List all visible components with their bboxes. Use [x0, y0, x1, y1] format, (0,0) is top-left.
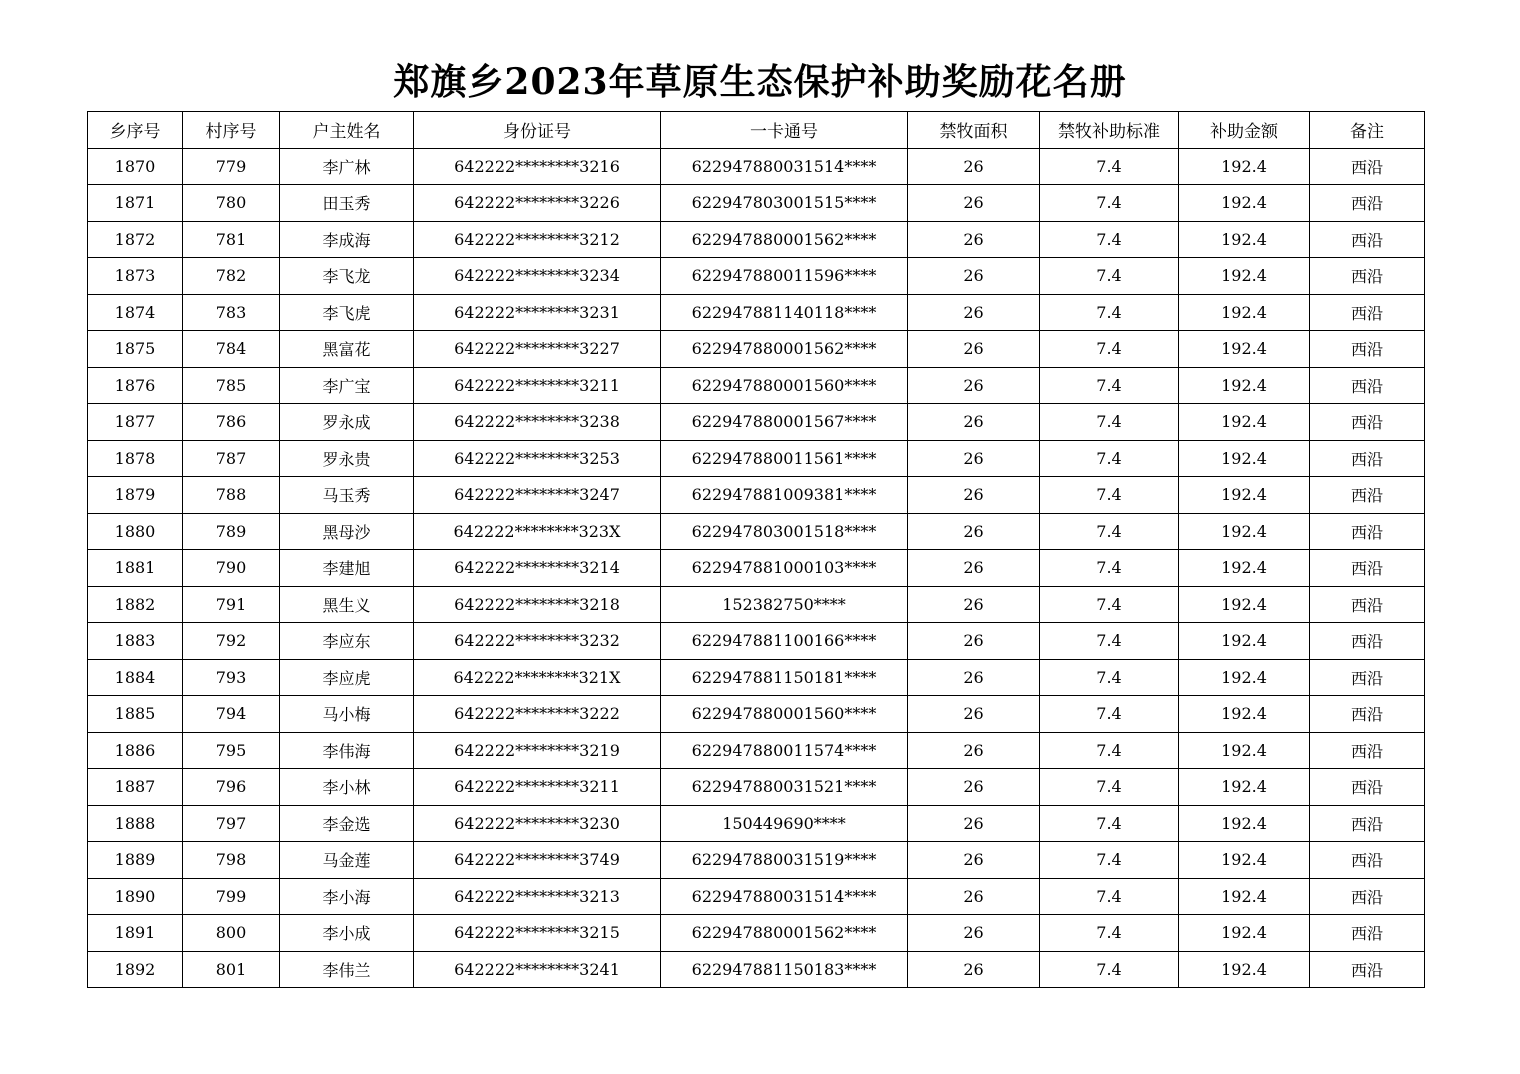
table-row — [88, 550, 1425, 587]
cell-village-no: 782 — [183, 258, 280, 295]
cell-area: 26 — [908, 586, 1040, 623]
table-row — [88, 294, 1425, 331]
cell-householder: 田玉秀 — [280, 185, 414, 222]
cell-standard: 7.4 — [1040, 805, 1179, 842]
cell-householder: 黑富花 — [280, 331, 414, 368]
cell-village-no: 798 — [183, 842, 280, 879]
table-row — [88, 185, 1425, 222]
col-header-householder: 户主姓名 — [280, 112, 414, 149]
cell-amount: 192.4 — [1179, 951, 1310, 988]
cell-householder: 李伟海 — [280, 732, 414, 769]
cell-amount: 192.4 — [1179, 732, 1310, 769]
cell-standard: 7.4 — [1040, 951, 1179, 988]
cell-card-number: 622947880011561**** — [661, 440, 908, 477]
cell-remark: 西沿 — [1310, 440, 1425, 477]
cell-village-no: 795 — [183, 732, 280, 769]
cell-amount: 192.4 — [1179, 404, 1310, 441]
cell-township-no: 1891 — [88, 915, 183, 952]
cell-id-number: 642222********3219 — [414, 732, 661, 769]
table-row — [88, 258, 1425, 295]
cell-standard: 7.4 — [1040, 294, 1179, 331]
table-row — [88, 805, 1425, 842]
cell-remark: 西沿 — [1310, 294, 1425, 331]
cell-area: 26 — [908, 440, 1040, 477]
cell-householder: 李小林 — [280, 769, 414, 806]
cell-village-no: 793 — [183, 659, 280, 696]
cell-amount: 192.4 — [1179, 440, 1310, 477]
cell-standard: 7.4 — [1040, 659, 1179, 696]
cell-id-number: 642222********3241 — [414, 951, 661, 988]
cell-village-no: 791 — [183, 586, 280, 623]
table-row — [88, 696, 1425, 733]
cell-id-number: 642222********3247 — [414, 477, 661, 514]
cell-area: 26 — [908, 769, 1040, 806]
cell-standard: 7.4 — [1040, 477, 1179, 514]
cell-householder: 李伟兰 — [280, 951, 414, 988]
cell-area: 26 — [908, 878, 1040, 915]
cell-township-no: 1890 — [88, 878, 183, 915]
cell-area: 26 — [908, 732, 1040, 769]
cell-amount: 192.4 — [1179, 769, 1310, 806]
cell-area: 26 — [908, 185, 1040, 222]
cell-householder: 李小海 — [280, 878, 414, 915]
cell-amount: 192.4 — [1179, 294, 1310, 331]
cell-area: 26 — [908, 367, 1040, 404]
cell-amount: 192.4 — [1179, 513, 1310, 550]
table-row — [88, 586, 1425, 623]
cell-amount: 192.4 — [1179, 878, 1310, 915]
cell-standard: 7.4 — [1040, 878, 1179, 915]
cell-standard: 7.4 — [1040, 331, 1179, 368]
cell-remark: 西沿 — [1310, 586, 1425, 623]
cell-card-number: 622947881000103**** — [661, 550, 908, 587]
roster-table — [87, 111, 1425, 988]
col-header-area: 禁牧面积 — [908, 112, 1040, 149]
cell-standard: 7.4 — [1040, 586, 1179, 623]
cell-card-number: 622947880011596**** — [661, 258, 908, 295]
col-header-amount: 补助金额 — [1179, 112, 1310, 149]
cell-township-no: 1882 — [88, 586, 183, 623]
cell-card-number: 622947881150181**** — [661, 659, 908, 696]
table-row — [88, 951, 1425, 988]
cell-village-no: 784 — [183, 331, 280, 368]
table-row — [88, 842, 1425, 879]
cell-id-number: 642222********3214 — [414, 550, 661, 587]
cell-householder: 李应东 — [280, 623, 414, 660]
cell-area: 26 — [908, 550, 1040, 587]
cell-area: 26 — [908, 258, 1040, 295]
cell-id-number: 642222********3212 — [414, 221, 661, 258]
cell-amount: 192.4 — [1179, 696, 1310, 733]
cell-village-no: 799 — [183, 878, 280, 915]
cell-card-number: 622947880031519**** — [661, 842, 908, 879]
cell-id-number: 642222********3749 — [414, 842, 661, 879]
cell-area: 26 — [908, 842, 1040, 879]
cell-township-no: 1881 — [88, 550, 183, 587]
cell-id-number: 642222********3227 — [414, 331, 661, 368]
table-row — [88, 331, 1425, 368]
cell-area: 26 — [908, 915, 1040, 952]
table-row — [88, 440, 1425, 477]
cell-village-no: 794 — [183, 696, 280, 733]
cell-amount: 192.4 — [1179, 659, 1310, 696]
cell-township-no: 1870 — [88, 148, 183, 185]
cell-village-no: 780 — [183, 185, 280, 222]
cell-standard: 7.4 — [1040, 915, 1179, 952]
cell-village-no: 789 — [183, 513, 280, 550]
cell-township-no: 1884 — [88, 659, 183, 696]
cell-householder: 罗永成 — [280, 404, 414, 441]
cell-remark: 西沿 — [1310, 951, 1425, 988]
cell-id-number: 642222********3234 — [414, 258, 661, 295]
cell-id-number: 642222********3232 — [414, 623, 661, 660]
cell-area: 26 — [908, 477, 1040, 514]
cell-amount: 192.4 — [1179, 842, 1310, 879]
cell-area: 26 — [908, 623, 1040, 660]
cell-township-no: 1889 — [88, 842, 183, 879]
table-row — [88, 659, 1425, 696]
cell-remark: 西沿 — [1310, 878, 1425, 915]
cell-remark: 西沿 — [1310, 404, 1425, 441]
cell-id-number: 642222********3253 — [414, 440, 661, 477]
col-header-village-no: 村序号 — [183, 112, 280, 149]
cell-remark: 西沿 — [1310, 696, 1425, 733]
cell-id-number: 642222********3216 — [414, 148, 661, 185]
cell-id-number: 642222********3215 — [414, 915, 661, 952]
cell-remark: 西沿 — [1310, 477, 1425, 514]
cell-standard: 7.4 — [1040, 221, 1179, 258]
cell-area: 26 — [908, 294, 1040, 331]
cell-card-number: 622947880001562**** — [661, 331, 908, 368]
cell-card-number: 622947880031521**** — [661, 769, 908, 806]
cell-householder: 李飞虎 — [280, 294, 414, 331]
cell-village-no: 797 — [183, 805, 280, 842]
cell-remark: 西沿 — [1310, 185, 1425, 222]
cell-area: 26 — [908, 221, 1040, 258]
cell-card-number: 622947880001567**** — [661, 404, 908, 441]
cell-township-no: 1872 — [88, 221, 183, 258]
cell-card-number: 622947880001560**** — [661, 696, 908, 733]
cell-card-number: 622947880001562**** — [661, 221, 908, 258]
table-row — [88, 513, 1425, 550]
cell-remark: 西沿 — [1310, 513, 1425, 550]
cell-township-no: 1878 — [88, 440, 183, 477]
cell-area: 26 — [908, 659, 1040, 696]
cell-amount: 192.4 — [1179, 331, 1310, 368]
cell-remark: 西沿 — [1310, 769, 1425, 806]
cell-village-no: 801 — [183, 951, 280, 988]
cell-township-no: 1887 — [88, 769, 183, 806]
cell-card-number: 622947881009381**** — [661, 477, 908, 514]
cell-standard: 7.4 — [1040, 440, 1179, 477]
cell-area: 26 — [908, 404, 1040, 441]
cell-householder: 李建旭 — [280, 550, 414, 587]
cell-standard: 7.4 — [1040, 404, 1179, 441]
cell-id-number: 642222********3213 — [414, 878, 661, 915]
cell-card-number: 152382750**** — [661, 586, 908, 623]
cell-remark: 西沿 — [1310, 148, 1425, 185]
cell-id-number: 642222********3231 — [414, 294, 661, 331]
table-row — [88, 367, 1425, 404]
cell-township-no: 1877 — [88, 404, 183, 441]
cell-amount: 192.4 — [1179, 805, 1310, 842]
cell-area: 26 — [908, 805, 1040, 842]
cell-amount: 192.4 — [1179, 586, 1310, 623]
cell-id-number: 642222********321X — [414, 659, 661, 696]
col-header-remark: 备注 — [1310, 112, 1425, 149]
cell-householder: 李金选 — [280, 805, 414, 842]
cell-amount: 192.4 — [1179, 550, 1310, 587]
cell-area: 26 — [908, 148, 1040, 185]
cell-area: 26 — [908, 513, 1040, 550]
cell-remark: 西沿 — [1310, 915, 1425, 952]
cell-standard: 7.4 — [1040, 732, 1179, 769]
cell-standard: 7.4 — [1040, 550, 1179, 587]
table-row — [88, 477, 1425, 514]
table-row — [88, 404, 1425, 441]
table-row — [88, 221, 1425, 258]
cell-remark: 西沿 — [1310, 623, 1425, 660]
cell-householder: 李广宝 — [280, 367, 414, 404]
cell-id-number: 642222********3230 — [414, 805, 661, 842]
cell-card-number: 622947881140118**** — [661, 294, 908, 331]
cell-township-no: 1876 — [88, 367, 183, 404]
cell-householder: 马玉秀 — [280, 477, 414, 514]
table-row — [88, 732, 1425, 769]
cell-amount: 192.4 — [1179, 623, 1310, 660]
cell-amount: 192.4 — [1179, 915, 1310, 952]
cell-township-no: 1885 — [88, 696, 183, 733]
cell-remark: 西沿 — [1310, 805, 1425, 842]
cell-remark: 西沿 — [1310, 659, 1425, 696]
cell-amount: 192.4 — [1179, 185, 1310, 222]
cell-remark: 西沿 — [1310, 258, 1425, 295]
cell-card-number: 622947881150183**** — [661, 951, 908, 988]
cell-remark: 西沿 — [1310, 732, 1425, 769]
cell-remark: 西沿 — [1310, 367, 1425, 404]
cell-card-number: 150449690**** — [661, 805, 908, 842]
cell-village-no: 788 — [183, 477, 280, 514]
cell-village-no: 800 — [183, 915, 280, 952]
cell-householder: 李广林 — [280, 148, 414, 185]
table-row — [88, 878, 1425, 915]
cell-village-no: 786 — [183, 404, 280, 441]
header-row — [88, 112, 1425, 149]
cell-householder: 李应虎 — [280, 659, 414, 696]
cell-township-no: 1880 — [88, 513, 183, 550]
cell-standard: 7.4 — [1040, 185, 1179, 222]
cell-standard: 7.4 — [1040, 148, 1179, 185]
cell-householder: 马小梅 — [280, 696, 414, 733]
cell-standard: 7.4 — [1040, 696, 1179, 733]
cell-id-number: 642222********323X — [414, 513, 661, 550]
cell-standard: 7.4 — [1040, 769, 1179, 806]
cell-village-no: 787 — [183, 440, 280, 477]
cell-amount: 192.4 — [1179, 477, 1310, 514]
cell-card-number: 622947880001562**** — [661, 915, 908, 952]
cell-id-number: 642222********3222 — [414, 696, 661, 733]
cell-card-number: 622947880031514**** — [661, 148, 908, 185]
cell-township-no: 1883 — [88, 623, 183, 660]
cell-standard: 7.4 — [1040, 367, 1179, 404]
cell-id-number: 642222********3238 — [414, 404, 661, 441]
col-header-card-number: 一卡通号 — [661, 112, 908, 149]
cell-card-number: 622947880031514**** — [661, 878, 908, 915]
cell-card-number: 622947880011574**** — [661, 732, 908, 769]
page-title: 郑旗乡2023年草原生态保护补助奖励花名册 — [393, 61, 1127, 103]
cell-township-no: 1892 — [88, 951, 183, 988]
cell-amount: 192.4 — [1179, 148, 1310, 185]
cell-remark: 西沿 — [1310, 221, 1425, 258]
cell-township-no: 1874 — [88, 294, 183, 331]
cell-householder: 李小成 — [280, 915, 414, 952]
cell-township-no: 1873 — [88, 258, 183, 295]
cell-village-no: 785 — [183, 367, 280, 404]
cell-standard: 7.4 — [1040, 623, 1179, 660]
cell-householder: 黑母沙 — [280, 513, 414, 550]
cell-village-no: 792 — [183, 623, 280, 660]
cell-village-no: 790 — [183, 550, 280, 587]
col-header-township-no: 乡序号 — [88, 112, 183, 149]
cell-area: 26 — [908, 951, 1040, 988]
cell-township-no: 1871 — [88, 185, 183, 222]
cell-householder: 黑生义 — [280, 586, 414, 623]
col-header-id-number: 身份证号 — [414, 112, 661, 149]
cell-householder: 李成海 — [280, 221, 414, 258]
cell-township-no: 1879 — [88, 477, 183, 514]
cell-card-number: 622947881100166**** — [661, 623, 908, 660]
cell-remark: 西沿 — [1310, 331, 1425, 368]
table-row — [88, 769, 1425, 806]
cell-id-number: 642222********3211 — [414, 769, 661, 806]
cell-id-number: 642222********3218 — [414, 586, 661, 623]
cell-amount: 192.4 — [1179, 258, 1310, 295]
cell-area: 26 — [908, 331, 1040, 368]
cell-township-no: 1888 — [88, 805, 183, 842]
cell-township-no: 1875 — [88, 331, 183, 368]
cell-remark: 西沿 — [1310, 842, 1425, 879]
table-row — [88, 148, 1425, 185]
cell-amount: 192.4 — [1179, 367, 1310, 404]
cell-amount: 192.4 — [1179, 221, 1310, 258]
cell-standard: 7.4 — [1040, 258, 1179, 295]
cell-standard: 7.4 — [1040, 842, 1179, 879]
cell-village-no: 783 — [183, 294, 280, 331]
table-row — [88, 915, 1425, 952]
cell-card-number: 622947803001518**** — [661, 513, 908, 550]
cell-householder: 马金莲 — [280, 842, 414, 879]
cell-householder: 罗永贵 — [280, 440, 414, 477]
cell-id-number: 642222********3226 — [414, 185, 661, 222]
cell-township-no: 1886 — [88, 732, 183, 769]
cell-area: 26 — [908, 696, 1040, 733]
cell-householder: 李飞龙 — [280, 258, 414, 295]
cell-remark: 西沿 — [1310, 550, 1425, 587]
cell-card-number: 622947803001515**** — [661, 185, 908, 222]
cell-id-number: 642222********3211 — [414, 367, 661, 404]
col-header-standard: 禁牧补助标准 — [1040, 112, 1179, 149]
table-row — [88, 623, 1425, 660]
cell-card-number: 622947880001560**** — [661, 367, 908, 404]
cell-village-no: 796 — [183, 769, 280, 806]
cell-standard: 7.4 — [1040, 513, 1179, 550]
cell-village-no: 781 — [183, 221, 280, 258]
cell-village-no: 779 — [183, 148, 280, 185]
